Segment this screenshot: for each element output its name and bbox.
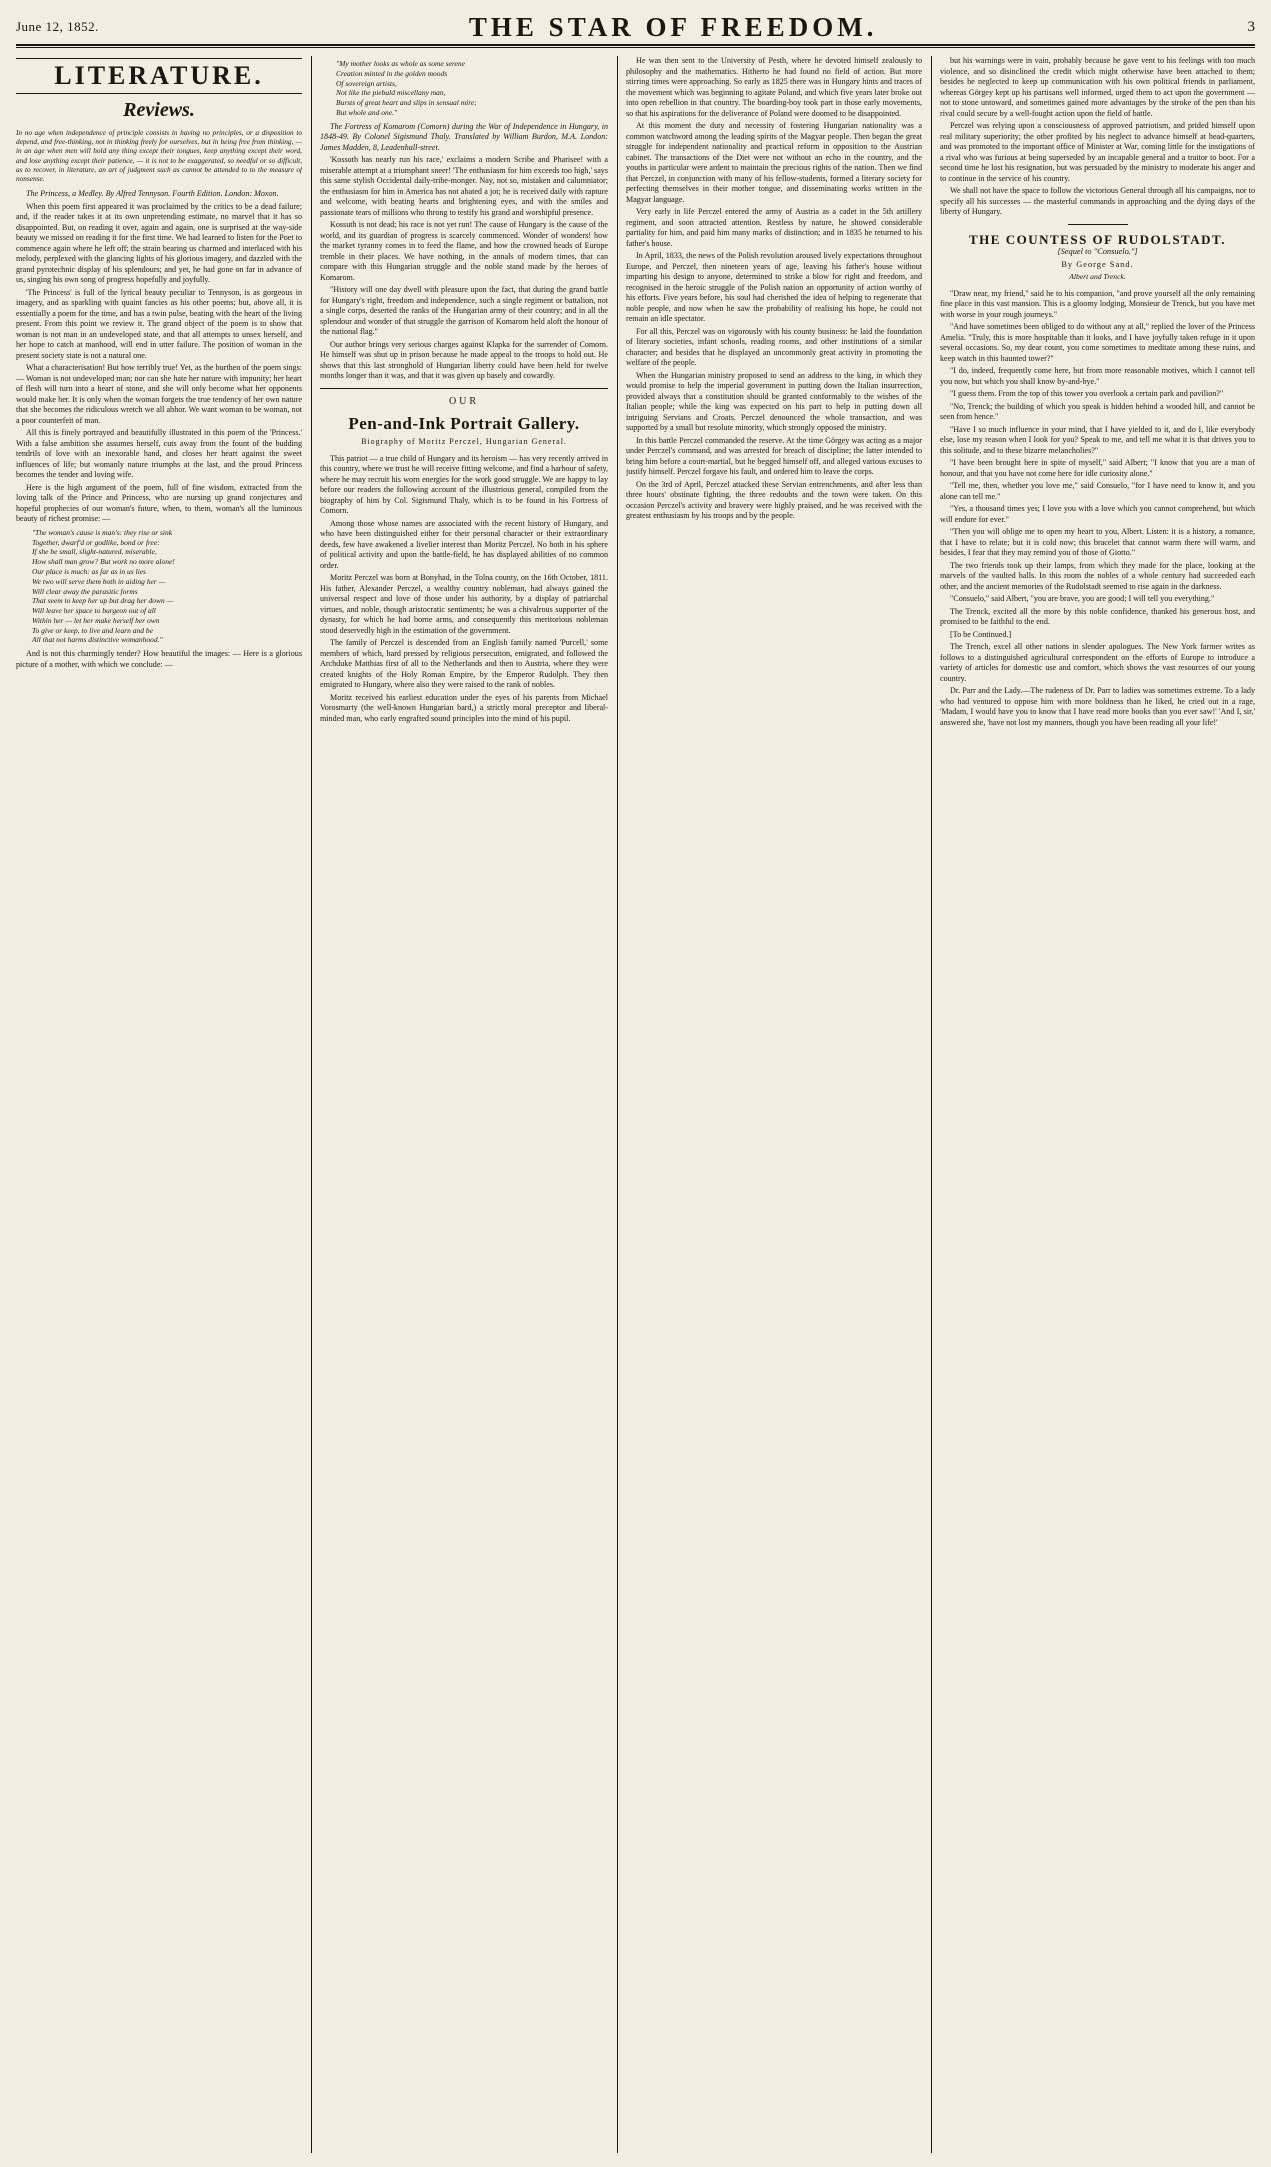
biography-continued [940, 56, 1255, 218]
column-1 [16, 56, 302, 2155]
poem-line: Not like the piebald miscellany man, [336, 88, 446, 98]
column-divider [311, 56, 312, 2153]
paragraph: We shall not have the space to follow the victorious General through all his campaigns, nor to specify all his successes — the masterful commands in approaching and the dying days of the liberty of Hungary. [940, 186, 1255, 216]
paragraph: Very early in life Perczel entered the army of Austria as a cadet in the 5th artillery regiment, and soon attracted attention. Restless by nature, he showed considerable partiality for him, and paid him many marks of distinction; and in 1835 he returned to his father's house. [626, 207, 922, 248]
paragraph: What a characterisation! But how terribly true! Yet, as the burthen of the poem sings: — Woman is not undeveloped man; nor can she hate her nature with impunity; her heart of flesh will turn into a heart of stone, and she will only become what her opponents would make her. It is only when the woman forgets the true tendency of her own nature that she becomes the ridiculous wretch we all abhor. We want woman to be woman, not a poor counterfeit of man. [16, 363, 302, 425]
paragraph: "Have I so much influence in your mind, that I have yielded to it, and do I, like everybody else, lose my reason when I look for you? Speak to me, and tell me what it is that drives you to this solitude, and to these bizarre melancholies?" [940, 424, 1255, 455]
paragraph: [To be Continued.] [950, 629, 1012, 639]
poem-line: Together, dwarf'd or godlike, bond or free: [32, 537, 160, 547]
poem-line: That seem to keep her up but drag her down — [32, 596, 174, 606]
poem-line: Will leave her space to burgeon out of all [32, 606, 156, 616]
story-title: THE COUNTESS OF RUDOLSTADT. [969, 231, 1226, 247]
column-divider [931, 56, 932, 2153]
poem-line: Within her — let her make herself her own [32, 615, 160, 625]
review-body [320, 155, 608, 382]
story-subtitle: [Sequel to "Consuelo."] [1057, 247, 1138, 256]
paragraph: "Consuelo," said Albert, "you are brave, you are good; I will tell you everything." [950, 594, 1215, 603]
paragraph: Perczel was relying upon a consciousness of approved patriotism, and prided himself upon real military superiority; the other profited by his neglect to advance himself at head-quarters, and was promoted to the important office of Minister at War, coming little for the instigations of a rival who was furious at being superseded by an incapable general and a traitor to boot. For a second time he lost his resignation, but was persuaded by the ministry to moderate his anger and to continue in the service of his country. [940, 121, 1255, 183]
poem-line: Our place is much: as far as in us lies [32, 566, 146, 576]
poem-excerpt [16, 528, 302, 646]
paragraph: "No, Trenck; the building of which you speak is hidden behind a wooded hill, and cannot be seen from hence." [940, 401, 1255, 421]
poem-line: But whole and one." [336, 107, 398, 117]
review-body [16, 202, 302, 525]
review-title: The Princess, a Medley. By Alfred Tennyson. Fourth Edition. London: Moxon. [26, 189, 279, 199]
poem-line: Creation minted in the golden moods [336, 68, 448, 78]
review-closing: And is not this charmingly tender? How beautiful the images: — Here is a glorious picture of a mother, with which we conclude: — [16, 649, 302, 669]
poem-line: "My mother looks as whole as some serene [336, 59, 465, 68]
paragraph: "Draw near, my friend," said he to his companion, "and prove yourself all the only remaining fine place in this vast mansion. This is a gloomy lodging, Monsieur de Trenck, but you have met with worse in your rough journeys." [940, 288, 1255, 319]
gallery-label: OUR [448, 395, 480, 407]
paragraph: "I do, indeed, frequently come here, but from more reasonable motives, which I cannot tell you now, but which you shall know by-and-bye." [940, 366, 1255, 386]
paragraph: Here is the high argument of the poem, full of fine wisdom, extracted from the loving talk of the Prince and Princess, who are nursing up grand conjectures and hopeful prophecies of our woman's future, when, to them, woman's all the luminous beauty of richest promise: — [16, 482, 302, 524]
page-number: 3 [1247, 18, 1255, 35]
paragraph: In April, 1833, the news of the Polish revolution aroused lively expectations throughout Europe, and Perczel, then nineteen years of age, leaving his father's house without imparting his design to anyone, determined to strike a blow for right and freedom, and recognised in the heroic struggle of the Polish nation an opportunity of action worthy of his efforts. Five years before, his soul had cherished the idea of helping to regenerate that noble people, and now when he saw the probability of realising his hope, he could not remain an idle spectator. [626, 251, 922, 323]
poem-line: To give or keep, to live and learn and be [32, 625, 153, 635]
story-chapter: Albert and Trenck. [1069, 272, 1126, 281]
story-body [940, 289, 1255, 729]
paragraph: "Tell me, then, whether you love me," said Consuelo, "for I have need to know it, and you alone can tell me." [940, 481, 1255, 501]
epigraph: In no age when independence of principle consists in having no principles, or a disposition to depend, and free-thinking, not in thinking freely for ourselves, but in being free from thinking, — in an age when men will hold any thing except their tongues, keep anything except their word, and lose anything except their patience, — it is not to be exaggerated, so needful or so difficult, as to recover, in literature, an art of judgment such as cannot be attended to to the measure of nonsense. [16, 128, 302, 184]
paragraph: Our author brings very serious charges against Klapka for the surrender of Comorn. He himself was shut up in prison because he made appeal to the troops to hold out. He shows that this last stronghold of Hungarian liberty could have been held for twelve months longer than it was, and that it was given up basely and cowardly. [320, 339, 608, 381]
paragraph: This patriot — a true child of Hungary and its heroism — has very recently arrived in this country, where we trust he will receive fitting welcome, and find a harbour of safety, where he may recruit his worn energies for the work good struggle. We are happy to lay before our readers the following account of the illustrious general, compiled from the biography of him by Col. Sigismund Thaly, which is to be found in his Fortress of Comorn. [320, 453, 608, 516]
column-divider [617, 56, 618, 2153]
paragraph: He was then sent to the University of Pesth, where he devoted himself zealously to philosophy and the mathematics. Hitherto he had found no field of action. But more stirring times were approaching. So early as 1825 there was in Hungary hints and traces of the movement which was beginning to agitate Poland, and which five years later broke out into open rebellion in that country. The boarding-boy took part in those early movements, so that his aspirations for the deliverance of Poland were doomed to be disappointed. [626, 56, 922, 118]
paragraph: "And have sometimes been obliged to do without any at all," replied the lover of the Princess Amelia. "Truly, this is more hospitable than it looks, and I have joyfully taken refuge in it upon several occasions. So, my dear count, you come sometimes to meditate among these ruins, and keep watch in this haunted tower?" [940, 322, 1255, 363]
biography-title: Biography of Moritz Perczel, Hungarian General. [361, 437, 567, 447]
poem-line: We two will serve them both in aiding her — [32, 576, 166, 586]
story-author: By George Sand. [1061, 259, 1134, 269]
paragraph: At this moment the duty and necessity of fostering Hungarian nationality was a common watchword among the leading spirits of the Magyar people. Then began the great struggle for independent nationality and practical reform in opposition to the Austrian cabinet. The transactions of the Diet were not without an echo in the country, and the youths in particular were ardent to maintain the precious rights of the nation. Then we find that Perczel, in conjunction with many of his fellow-students, formed a literary society for perfecting themselves in their mother tongue, and disseminating works written in the Magyar language. [626, 121, 922, 204]
poem-line: "The woman's cause is man's: they rise or sink [32, 527, 173, 537]
section-subhead: Reviews. [123, 99, 195, 121]
column-4 [940, 56, 1255, 2155]
paragraph: "I have been brought here in spite of myself," said Albert; "I know that you are a man of honour, and that you have not come here for idle curiosity alone." [940, 458, 1255, 478]
paragraph: Among those whose names are associated with the recent history of Hungary, and who have been distinguished either for their personal character or their extraordinary deeds, few have awakened a livelier interest than Moritz Perczel. No both in his sphere of political activity and upon the battle-field, he has displayed abilities of no common order. [320, 518, 608, 570]
paragraph: The Trench, excel all other nations in slender apologues. The New York farmer writes as follows to a distinguished agricultural correspondent on the efforts of Europe to introduce a variety of articles for domestic use and comfort, which shows the vast resources of our young country. [940, 642, 1255, 683]
paragraph: When the Hungarian ministry proposed to send an address to the king, in which they would promise to help the imperial government in putting down the Italian insurrection, provided always that a constitution should be granted conformably to the wishes of the Italian people; while the king was expected on his part to help in putting down all intriguing Servians and Croats. Perczel denounced the whole transaction, and was supported by a small but resolute minority, which strongly opposed the ministry. [626, 370, 922, 432]
biography-body [320, 454, 608, 725]
paragraph: but his warnings were in vain, probably because he gave vent to his feelings with too much violence, and so disinclined the credit which might otherwise have been attached to them; besides he neglected to keep up communication with his own political friends in parliament, whereas Görgey kept up his partisans well informed, urged them to act upon the government — not to stone untoward, and sometimes gained more advantages by the stroke of the pen than his rival could secure by a well-fought action upon the field of battle. [940, 56, 1255, 118]
paragraph: Moritz Perczel was born at Bonyhad, in the Tolna county, on the 16th October, 1811. His father, Alexander Perczel, a wealthy country nobleman, had always gained the universal respect and love of those under his authority, by a display of patriarchal virtues, and noble, though aristocratic sentiments; he was a chivalrous supporter of the dynasty, for which he had borne arms, and consequently this meritorious nobleman stood deservedly high in the estimation of the government. [320, 573, 608, 635]
paragraph: The family of Perczel is descended from an English family named 'Purcell,' some members of which, hard pressed by religious persecution, emigrated, and followed the Archduke Matthias first of all to the Netherlands and then to Austria, where they were created knights of the Holy Roman Empire, by the Emperor Rudolph. They then emigrated to Hungary, where also they were raised to the rank of nobles. [320, 638, 608, 690]
paragraph: "Then you will oblige me to open my heart to you, Albert. Listen: it is a history, a romance, that I have to relate; but it is cold now; this bracelet that cannot warm there will warm, and besides, I fear that they may remind you of those of Giotto." [940, 527, 1255, 557]
poem-line: If she be small, slight-natured, miserable, [32, 547, 157, 557]
divider [1068, 224, 1128, 225]
review-title: The Fortress of Komarom (Comorn) during the War of Independence in Hungary, in 1848-49. By Colonel Sigismund Thaly. Translated by William Burdon, M.A. London: James Madden, 8, Leadenhall-street. [320, 121, 608, 152]
paragraph: For all this, Perczel was on vigorously with his county business: he laid the foundation of literary societies, infant schools, reading rooms, and other institutions of a similar character; and besides that he displayed an uncommonly great activity in promoting the welfare of the people. [626, 326, 922, 367]
poem-line: How shall man grow? But work no more alone! [32, 557, 175, 567]
paragraph: When this poem first appeared it was proclaimed by the critics to be a dead failure; and, if the reader takes it at its own unpretending estimate, no marvel that it has so disappointed. But, on reading it over, again and again, one is surprised at the way-side beauty we missed on reading it for the first time. We had learned to listen for the Poet to commence again where he left off; the strain bearing us charmed and interlaced with his melody, perplexed with the glancing lights of his glorious imagery, and dazzled with the grand pyrotechnic display of his splendours; and yet, he had gone on far in advance of us, singing his own song of progress hopefully and joyfully. [16, 201, 302, 285]
paragraph: The two friends took up their lamps, from which they made for the place, looking at the marvels of the vaulted halls. In this room the nobles of a whole century had succeeded each other, and the ancient memories of the Rudolstadt seemed to rise again in the darkness. [940, 560, 1255, 591]
paragraph: In this battle Perczel commanded the reserve. At the time Görgey was acting as a major under Perczel's command, and was arrested for breach of discipline; the latter intended to bring him before a court-martial, but he begged himself off, and alleged various excuses to justify himself. Perczel forgave his fault, and ordered him to leave the corps. [626, 435, 922, 476]
poem-line: Of sovereign artists, [336, 78, 397, 88]
paragraph: "Yes, a thousand times yes; I love you with a love which you cannot comprehend, but which will endure for ever." [940, 504, 1255, 524]
poem-excerpt [320, 59, 608, 118]
poem-line: Will clear away the parasitic forms [32, 586, 138, 596]
paragraph: 'The Princess' is full of the lyrical beauty peculiar to Tennyson, is as gorgeous in imagery, and as sparkling with quaint fancies as his other poems; but, above all, it is essentially a poem for the time, and has a twin pulse, beating with the heart of the living present. From this point we review it. The grand object of the poem is to show that woman is not man in an undeveloped state, and that all attempts to unsex herself, and her hope to catch at manhood, will end in utter failure. The position of woman in the present society state is not a natural one. [16, 287, 302, 360]
paragraph: All this is finely portrayed and beautifully illustrated in this poem of the 'Princess.' With a false ambition she assumes herself, cuts away from the fount of the budding tendrils of love with an inexorable hand, and closes her heart against the sweet influences of life; but womanly nature triumphs at the last, and the proud Princess becomes the tender and loving wife. [16, 428, 302, 480]
paragraph: "History will one day dwell with pleasure upon the fact, that during the grand battle for Hungary's right, freedom and independence, such a single regiment or battalion, not a single corps, deserted the ranks of the Hungarian army of their country; and in all the splendour and wonder of that struggle the garrison of Komarom held aloft the honour of the national flag." [320, 285, 608, 337]
paragraph: Moritz received his earliest education under the eyes of his parents from Michael Vorosmarty (the well-known Hungarian bard,) a strictly moral preceptor and liberal-minded man, who early engrafted sound principles into the mind of his pupil. [320, 692, 608, 723]
poem-line: All that not harms distinctive womanhood." [32, 635, 163, 645]
masthead [16, 10, 1255, 46]
section-title: LITERATURE. [16, 58, 302, 94]
gallery-title: Pen-and-Ink Portrait Gallery. [348, 414, 580, 434]
issue-date: June 12, 1852. [16, 19, 99, 34]
biography-continued [626, 56, 922, 522]
poem-line: Bursts of great heart and slips in sensual mire; [336, 98, 477, 108]
masthead-rule [16, 47, 1255, 48]
paragraph: "I guess them. From the top of this tower you overlook a certain park and pavilion?" [950, 389, 1224, 398]
column-2 [320, 56, 608, 2155]
paragraph: Kossuth is not dead; his race is not yet run! The cause of Hungary is the cause of the world, and its guardian of progress is scarcely commenced. Wonder of wonders! how the market tyranny comes in to feed the flame, and how the crowned heads of Europe tremble in their places. We have nothing, in the annals of modern times, that can compare with this Hungarian struggle and the noble stand made by the heroes of Komarom. [320, 220, 608, 282]
paragraph: The Trenck, excited all the more by this noble confidence, thanked his generous host, and promised to be faithful to the end. [940, 606, 1255, 626]
paragraph: 'Kossuth has nearly run his race,' exclaims a modern Scribe and Pharisee! with a miserable attempt at a triumphant sneer! 'The enthusiasm for him exceeds too high,' says this same stylish Occidental daily-tribe-monger. Nay, not so, mistaken and calumniator; the enthusiasm for him in America has not abated a jot; he is received daily with rapture and welcome, with beating hearts and brightening eyes, and with the smiles and passionate tears of millions who throng to testify his grand and worshipful presence. [320, 155, 608, 217]
divider [320, 388, 608, 389]
paragraph: On the 3rd of April, Perczel attacked these Servian entrenchments, and after less than three hours' obstinate fighting, the three redoubts and the town were taken. On this occasion Perczel's activity and bravery were highly praised, and he was received with the greatest enthusiasm by his troops and by the people. [626, 479, 922, 520]
newspaper-title: THE STAR OF FREEDOM. [468, 11, 878, 42]
column-3 [626, 56, 922, 2155]
paragraph: Dr. Parr and the Lady.—The rudeness of Dr. Parr to ladies was sometimes extreme. To a lady who had ventured to oppose him with more boldness than he liked, he cried out in a rage, 'Madam, I would have you to know that I have read more books than you ever saw!' 'And I, sir,' answered she, 'have not lost my manners, though you have been reading all your life!' [940, 686, 1255, 727]
